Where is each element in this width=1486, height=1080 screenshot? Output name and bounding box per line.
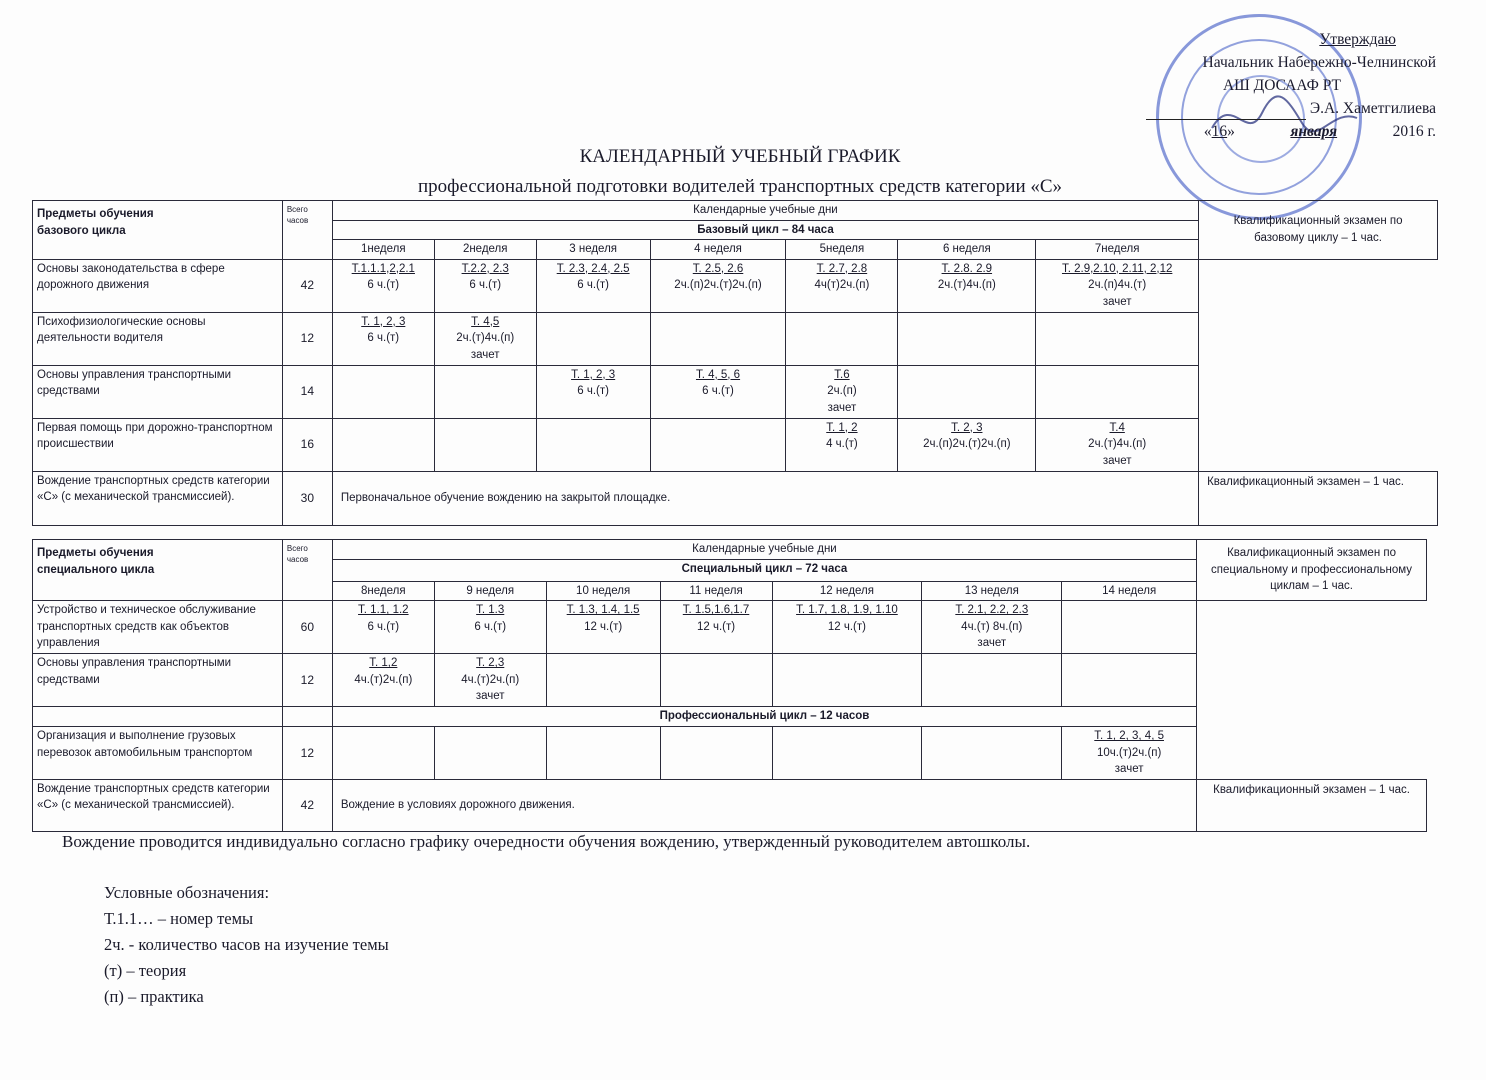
- schedule-hours: 6 ч.(т): [367, 620, 400, 633]
- schedule-hours: 6 ч.(т): [469, 279, 502, 291]
- schedule-cell: [434, 259, 536, 312]
- schedule-hours: 2ч.(п)2ч.(т)2ч.(п): [674, 279, 762, 291]
- table-row: [33, 312, 1438, 365]
- header-hours: Всего часов: [282, 540, 332, 601]
- schedule-topic: Т.6: [834, 368, 850, 381]
- schedule-topic: Т. 1,2: [369, 657, 398, 669]
- approval-line: АШ ДОСААФ РТ: [1222, 77, 1341, 94]
- schedule-hours: 2ч.(т)4ч.(п): [1088, 438, 1147, 450]
- schedule-cell: [434, 418, 536, 471]
- schedule-topic: Т.4: [1109, 421, 1125, 434]
- hours-cell: 12: [282, 727, 332, 780]
- schedule-hours: 6 ч.(т): [702, 385, 734, 397]
- schedule-cell: [786, 259, 898, 312]
- approval-date-month: января: [1290, 123, 1338, 140]
- schedule-cell: [650, 312, 786, 365]
- subject-cell: Основы законодательства в сфере дорожного движения: [33, 259, 283, 312]
- legend-item: 2ч. - количество часов на изучение темы: [104, 935, 389, 954]
- week-header: 13 неделя: [922, 581, 1062, 601]
- schedule-cell: [786, 418, 898, 471]
- schedule-cell: [650, 259, 786, 312]
- legend-item: (п) – практика: [104, 987, 204, 1006]
- schedule-hours: 4ч(т)2ч.(п): [814, 279, 870, 291]
- driving-exam: Квалификационный экзамен – 1 час.: [1197, 779, 1427, 831]
- table-row: [33, 418, 1438, 471]
- schedule-cell: [772, 654, 922, 707]
- legend-item: (т) – теория: [104, 961, 187, 980]
- schedule-cell: [650, 365, 786, 418]
- schedule-topic: Т. 1, 2, 3: [571, 368, 616, 381]
- schedule-cell: [1036, 418, 1199, 471]
- schedule-topic: Т. 4,5: [471, 315, 500, 328]
- driving-subject: Вождение транспортных средств категории «С» (с механической трансмиссией).: [33, 779, 283, 831]
- approval-line: Утверждаю: [1319, 31, 1396, 48]
- driving-hours: 30: [282, 471, 332, 525]
- schedule-cell: [332, 654, 434, 707]
- table-row: [33, 365, 1438, 418]
- schedule-cell: [546, 601, 660, 654]
- schedule-note: зачет: [1114, 763, 1144, 775]
- schedule-cell: [546, 654, 660, 707]
- schedule-note: зачет: [1102, 295, 1132, 308]
- footer-note: Вождение проводится индивидуально согласно графику очередности обучения вождению, утвержденный руководителем автошколы.: [62, 832, 1031, 851]
- table-row: [33, 727, 1427, 780]
- base-cycle-table: [32, 200, 1438, 526]
- schedule-topic: Т. 2.1, 2.2, 2.3: [955, 604, 1029, 616]
- schedule-topic: Т. 2.9,2.10, 2.11, 2,12: [1061, 262, 1173, 275]
- schedule-cell: [660, 727, 772, 780]
- schedule-topic: Т.2.2, 2.3: [461, 262, 509, 275]
- schedule-cell: [1036, 312, 1199, 365]
- schedule-hours: 6 ч.(т): [577, 279, 609, 291]
- schedule-note: зачет: [475, 690, 505, 702]
- approval-block: [1116, 28, 1436, 143]
- approval-line: Начальник Набережно-Челнинской: [1202, 54, 1436, 71]
- schedule-topic: Т. 1.5,1.6,1.7: [682, 604, 750, 616]
- schedule-cell: [922, 727, 1062, 780]
- schedule-topic: Т. 1, 2, 3, 4, 5: [1094, 730, 1164, 742]
- subject-cell: Организация и выполнение грузовых перевозок автомобильным транспортом: [33, 727, 283, 780]
- schedule-topic: Т. 2,3: [476, 657, 505, 669]
- schedule-cell: [434, 601, 546, 654]
- schedule-cell: [898, 312, 1036, 365]
- legend-item: Т.1.1… – номер темы: [104, 909, 254, 928]
- schedule-cell: [434, 365, 536, 418]
- week-header: 8неделя: [332, 581, 434, 601]
- hours-cell: 16: [282, 418, 332, 471]
- driving-text: Вождение в условиях дорожного движения.: [332, 779, 1196, 831]
- week-header: 11 неделя: [660, 581, 772, 601]
- schedule-cell: [1062, 601, 1197, 654]
- schedule-cell: [1036, 365, 1199, 418]
- table-row: [33, 259, 1438, 312]
- header-cycle-prof: Профессиональный цикл – 12 часов: [332, 707, 1196, 727]
- schedule-cell: [332, 601, 434, 654]
- subject-cell: Психофизиологические основы деятельности водителя: [33, 312, 283, 365]
- week-header: 4 неделя: [650, 240, 786, 260]
- schedule-hours: 2ч.(п): [827, 385, 857, 397]
- week-header: 12 неделя: [772, 581, 922, 601]
- schedule-cell: [332, 418, 434, 471]
- schedule-cell: [1036, 259, 1199, 312]
- approval-date-year: 2016 г.: [1392, 123, 1436, 140]
- schedule-cell: [1062, 727, 1197, 780]
- schedule-hours: 2ч.(т)4ч.(п): [937, 279, 996, 291]
- driving-hours: 42: [282, 779, 332, 831]
- week-header: 10 неделя: [546, 581, 660, 601]
- schedule-note: зачет: [977, 637, 1007, 649]
- approval-line: Э.А. Хаметгилиева: [1309, 100, 1436, 117]
- schedule-topic: Т. 2.7, 2.8: [816, 262, 868, 275]
- schedule-hours: 10ч.(т)2ч.(п): [1096, 746, 1162, 759]
- schedule-cell: [898, 418, 1036, 471]
- schedule-hours: 12 ч.(т): [696, 620, 736, 633]
- schedule-cell: [536, 365, 650, 418]
- schedule-cell: [546, 727, 660, 780]
- schedule-hours: 4 ч.(т): [826, 438, 858, 450]
- hours-cell: 60: [282, 601, 332, 654]
- schedule-cell: [332, 312, 434, 365]
- schedule-topic: Т. 1.3: [476, 604, 505, 616]
- schedule-cell: [434, 727, 546, 780]
- schedule-note: зачет: [470, 348, 500, 361]
- legend-title: Условные обозначения:: [104, 883, 270, 902]
- schedule-hours: 6 ч.(т): [474, 620, 507, 633]
- schedule-cell: [650, 418, 786, 471]
- header-hours: Всего часов: [282, 201, 332, 260]
- hours-cell: 42: [282, 259, 332, 312]
- week-header: 14 неделя: [1062, 581, 1197, 601]
- week-header: 2неделя: [434, 240, 536, 260]
- schedule-note: зачет: [1102, 454, 1132, 467]
- schedule-topic: Т. 4, 5, 6: [695, 368, 741, 381]
- schedule-topic: Т. 1.7, 1.8, 1.9, 1.10: [796, 604, 898, 616]
- schedule-cell: [332, 259, 434, 312]
- schedule-topic: Т. 1, 2, 3: [361, 315, 406, 328]
- header-days: Календарные учебные дни: [332, 540, 1196, 560]
- schedule-hours: 4ч.(т) 8ч.(п): [961, 620, 1023, 633]
- driving-subject: Вождение транспортных средств категории «С» (с механической трансмиссией).: [33, 471, 283, 525]
- schedule-cell: [332, 365, 434, 418]
- hours-cell: 12: [282, 312, 332, 365]
- schedule-topic: Т. 1.1, 1.2: [358, 604, 409, 616]
- schedule-cell: [660, 601, 772, 654]
- week-header: 3 неделя: [536, 240, 650, 260]
- subject-cell: Основы управления транспортными средствами: [33, 654, 283, 707]
- exam-cell: Квалификационный экзамен по специальному и профессиональному циклам – 1 час.: [1197, 540, 1427, 601]
- schedule-hours: 4ч.(т)2ч.(п): [354, 673, 413, 686]
- schedule-cell: [922, 601, 1062, 654]
- schedule-cell: [536, 418, 650, 471]
- page-title: КАЛЕНДАРНЫЙ УЧЕБНЫЙ ГРАФИК: [579, 146, 901, 167]
- table-row: [33, 654, 1427, 707]
- blank-cell: [33, 707, 283, 727]
- schedule-topic: Т. 2.8. 2.9: [941, 262, 993, 275]
- schedule-topic: Т. 2.5, 2.6: [692, 262, 744, 275]
- schedule-hours: 2ч.(т)4ч.(п): [456, 332, 515, 344]
- schedule-cell: [660, 654, 772, 707]
- driving-exam: Квалификационный экзамен – 1 час.: [1199, 471, 1438, 525]
- week-header: 9 неделя: [434, 581, 546, 601]
- schedule-cell: [1062, 654, 1197, 707]
- header-cycle: Специальный цикл – 72 часа: [332, 559, 1196, 581]
- schedule-topic: Т. 1, 2: [826, 421, 858, 434]
- schedule-cell: [434, 654, 546, 707]
- subject-cell: Основы управления транспортными средствами: [33, 365, 283, 418]
- schedule-cell: [898, 259, 1036, 312]
- schedule-cell: [786, 312, 898, 365]
- schedule-cell: [898, 365, 1036, 418]
- schedule-cell: [922, 654, 1062, 707]
- schedule-cell: [536, 312, 650, 365]
- hours-cell: 12: [282, 654, 332, 707]
- table-row: [33, 601, 1427, 654]
- week-header: 1неделя: [332, 240, 434, 260]
- schedule-cell: [772, 601, 922, 654]
- blank-cell: [282, 707, 332, 727]
- schedule-cell: [536, 259, 650, 312]
- week-header: 5неделя: [786, 240, 898, 260]
- schedule-hours: 2ч.(п)4ч.(т): [1088, 279, 1147, 291]
- schedule-hours: 12 ч.(т): [584, 620, 623, 633]
- schedule-topic: Т. 2.3, 2.4, 2.5: [556, 262, 630, 275]
- week-header: 7неделя: [1036, 240, 1199, 260]
- schedule-topic: Т. 1.3, 1.4, 1.5: [566, 604, 640, 616]
- header-subjects: Предметы обучения базового цикла: [33, 201, 283, 260]
- special-cycle-table: [32, 539, 1427, 832]
- header-cycle: Базовый цикл – 84 часа: [332, 220, 1198, 240]
- exam-cell: Квалификационный экзамен по базовому циклу – 1 час.: [1199, 201, 1438, 260]
- schedule-hours: 4ч.(т)2ч.(п): [461, 673, 520, 686]
- schedule-cell: [786, 365, 898, 418]
- header-subjects: Предметы обучения специального цикла: [33, 540, 283, 601]
- schedule-hours: 6 ч.(т): [367, 279, 400, 291]
- schedule-topic: Т. 2, 3: [951, 421, 983, 434]
- approval-date-day: 16: [1211, 123, 1228, 140]
- legend: [104, 880, 389, 1010]
- hours-cell: 14: [282, 365, 332, 418]
- schedule-topic: Т.1.1.1,2,2.1: [351, 262, 415, 275]
- schedule-note: зачет: [827, 401, 857, 414]
- schedule-hours: 6 ч.(т): [367, 332, 400, 344]
- schedule-cell: [772, 727, 922, 780]
- approval-date-part: «: [1203, 123, 1212, 140]
- driving-text: Первоначальное обучение вождению на закрытой площадке.: [332, 471, 1198, 525]
- subject-cell: Первая помощь при дорожно-транспортном происшествии: [33, 418, 283, 471]
- header-days: Календарные учебные дни: [332, 201, 1198, 221]
- approval-date-part: »: [1227, 123, 1235, 140]
- schedule-cell: [332, 727, 434, 780]
- schedule-hours: 6 ч.(т): [577, 385, 609, 397]
- subject-cell: Устройство и техническое обслуживание транспортных средств как объектов управления: [33, 601, 283, 654]
- schedule-cell: [434, 312, 536, 365]
- page-subtitle: профессиональной подготовки водителей транспортных средств категории «С»: [417, 176, 1063, 197]
- schedule-hours: 12 ч.(т): [827, 620, 866, 633]
- week-header: 6 неделя: [898, 240, 1036, 260]
- schedule-hours: 2ч.(п)2ч.(т)2ч.(п): [923, 438, 1011, 450]
